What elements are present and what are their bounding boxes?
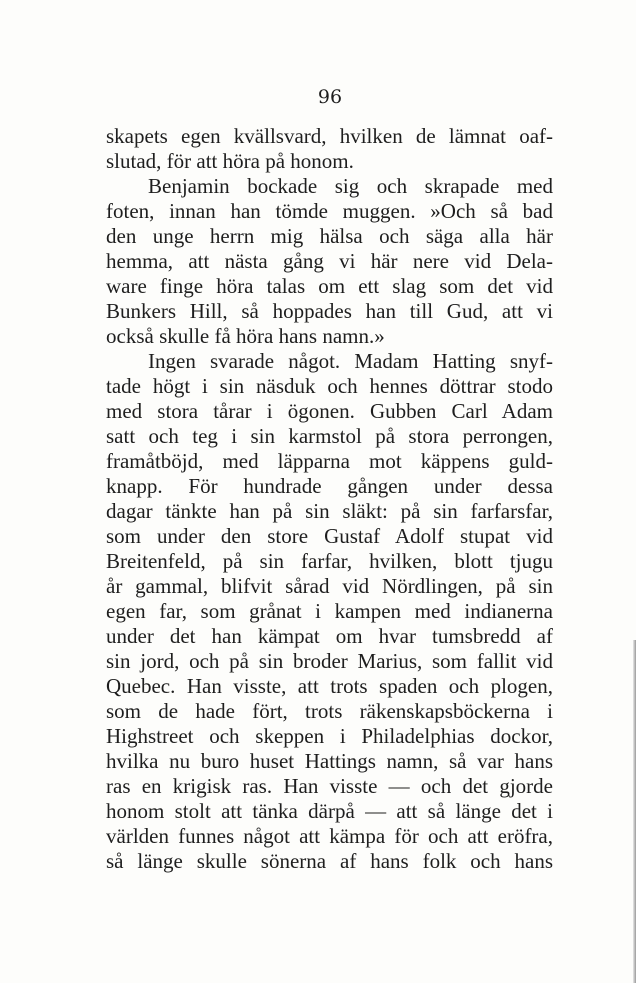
text-line: tade högt i sin näsduk och hennes döttrar stodo — [106, 374, 553, 398]
text-line: satt och teg i sin karmstol på stora perrongen, — [106, 424, 553, 448]
text-line: Benjamin bockade sig och skrapade med — [148, 174, 553, 198]
text-line: dagar tänkte han på sin släkt: på sin farfarsfar, — [106, 499, 553, 523]
text-line: med stora tårar i ögonen. Gubben Carl Adam — [106, 399, 553, 423]
text-line: knapp. För hundrade gången under dessa — [106, 474, 553, 498]
text-line: den unge herrn mig hälsa och säga alla här — [106, 224, 553, 248]
text-line: år gammal, blifvit sårad vid Nördlingen, på sin — [106, 574, 553, 598]
text-line: egen far, som grånat i kampen med indianerna — [106, 599, 553, 623]
text-line: ras en krigisk ras. Han visste — och det gjorde — [106, 774, 553, 798]
text-line: Breitenfeld, på sin farfar, hvilken, blott tjugu — [106, 549, 553, 573]
text-line: hvilka nu buro huset Hattings namn, så var hans — [106, 749, 553, 773]
text-line: honom stolt att tänka därpå — att så länge det i — [106, 799, 553, 823]
text-line: Highstreet och skeppen i Philadelphias dockor, — [106, 724, 553, 748]
text-line: Ingen svarade något. Madam Hatting snyf- — [148, 349, 553, 373]
text-line: världen funnes något att kämpa för och att eröfra, — [106, 824, 553, 848]
text-line: slutad, för att höra på honom. — [106, 149, 354, 173]
text-line: foten, innan han tömde muggen. »Och så bad — [106, 199, 553, 223]
text-line: som de hade fört, trots räkenskapsböckerna i — [106, 699, 553, 723]
text-line: sin jord, och på sin broder Marius, som fallit vid — [106, 649, 553, 673]
text-line: också skulle få höra hans namn.» — [106, 324, 385, 348]
text-line: hemma, att nästa gång vi här nere vid Dela- — [106, 249, 553, 273]
body-text — [106, 124, 553, 874]
text-line: Quebec. Han visste, att trots spaden och plogen, — [106, 674, 553, 698]
text-line: som under den store Gustaf Adolf stupat vid — [106, 524, 553, 548]
text-line: skapets egen kvällsvard, hvilken de lämnat oaf- — [106, 124, 553, 148]
text-line: under det han kämpat om hvar tumsbredd af — [106, 624, 553, 648]
text-line: så länge skulle sönerna af hans folk och hans — [106, 849, 553, 873]
text-line: framåtböjd, med läpparna mot käppens guld- — [106, 449, 553, 473]
page-number: 96 — [317, 86, 343, 108]
text-line: ware finge höra talas om ett slag som det vid — [106, 274, 553, 298]
text-line: Bunkers Hill, så hoppades han till Gud, att vi — [106, 299, 553, 323]
